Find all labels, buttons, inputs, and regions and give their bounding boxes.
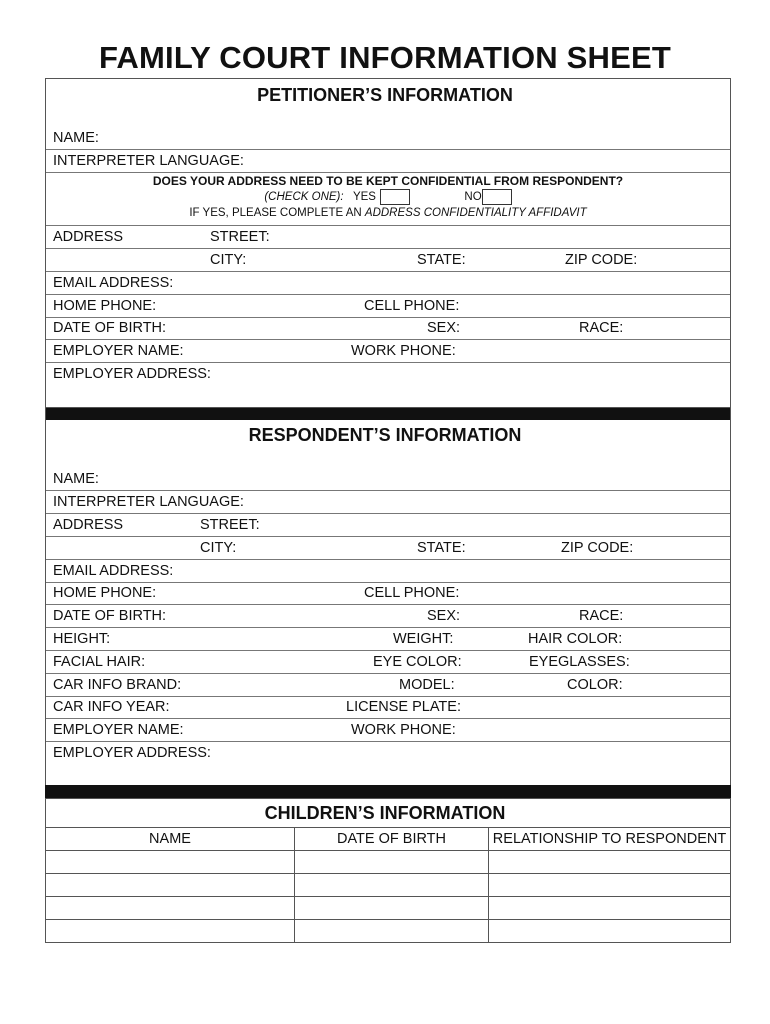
respondent-name-field[interactable] [46, 468, 730, 491]
child-dob-cell[interactable] [295, 920, 489, 943]
respondent-car-brand-field[interactable] [46, 674, 730, 697]
weight-label: WEIGHT: [393, 631, 454, 647]
street-label: STREET: [210, 229, 270, 245]
facial-hair-label: FACIAL HAIR: [53, 654, 146, 670]
child-name-cell[interactable] [46, 874, 295, 897]
yes-checkbox[interactable] [380, 189, 410, 205]
children-heading: CHILDREN’S INFORMATION [264, 803, 506, 823]
cell-phone-label: CELL PHONE: [364, 585, 460, 601]
cell-phone-label: CELL PHONE: [364, 298, 460, 314]
petitioner-phone-field[interactable] [46, 295, 730, 318]
no-label: NO [464, 191, 482, 204]
eye-color-label: EYE COLOR: [373, 654, 462, 670]
height-label: HEIGHT: [53, 631, 111, 647]
petitioner-interpreter-field[interactable] [46, 150, 730, 173]
color-label: COLOR: [567, 677, 623, 693]
if-yes-text: IF YES, PLEASE COMPLETE AN [189, 207, 362, 219]
address-label: ADDRESS [53, 229, 124, 245]
check-one-label: (CHECK ONE): [264, 191, 344, 204]
col-relationship-header: RELATIONSHIP TO RESPONDENT [489, 828, 731, 851]
affidavit-text: ADDRESS CONFIDENTIALITY AFFIDAVIT [364, 207, 587, 219]
yes-label: YES [352, 191, 376, 204]
zip-label: ZIP CODE: [565, 252, 638, 268]
child-name-cell[interactable] [46, 897, 295, 920]
col-dob-header: DATE OF BIRTH [295, 828, 489, 851]
table-row [46, 851, 731, 874]
child-name-cell[interactable] [46, 920, 295, 943]
city-label: CITY: [210, 252, 247, 268]
name-label: NAME: [53, 471, 99, 487]
city-label: CITY: [200, 540, 237, 556]
child-dob-cell[interactable] [295, 851, 489, 874]
model-label: MODEL: [399, 677, 455, 693]
respondent-city-field[interactable] [46, 537, 730, 560]
petitioner-heading: PETITIONER’S INFORMATION [257, 85, 513, 105]
petitioner-employer-address-field[interactable] [46, 363, 730, 385]
address-label: ADDRESS [53, 517, 124, 533]
dob-label: DATE OF BIRTH: [53, 608, 167, 624]
respondent-employer-address-field[interactable] [46, 742, 730, 764]
child-name-cell[interactable] [46, 851, 295, 874]
table-row [46, 897, 731, 920]
petitioner-employer-field[interactable] [46, 340, 730, 363]
page-title: FAMILY COURT INFORMATION SHEET [98, 40, 672, 75]
section-divider [45, 785, 731, 798]
employer-address-label: EMPLOYER ADDRESS: [53, 366, 211, 382]
name-label: NAME: [53, 130, 99, 146]
license-plate-label: LICENSE PLATE: [346, 699, 461, 715]
zip-label: ZIP CODE: [561, 540, 634, 556]
child-dob-cell[interactable] [295, 897, 489, 920]
employer-name-label: EMPLOYER NAME: [53, 722, 184, 738]
petitioner-name-field[interactable] [46, 127, 730, 150]
dob-label: DATE OF BIRTH: [53, 320, 167, 336]
race-label: RACE: [579, 608, 624, 624]
respondent-car-year-field[interactable] [46, 696, 730, 719]
sex-label: SEX: [427, 608, 461, 624]
children-section [45, 798, 731, 828]
child-relationship-cell[interactable] [489, 851, 731, 874]
respondent-facial-field[interactable] [46, 651, 730, 674]
col-name-header: NAME [46, 828, 295, 851]
child-relationship-cell[interactable] [489, 897, 731, 920]
child-relationship-cell[interactable] [489, 920, 731, 943]
employer-address-label: EMPLOYER ADDRESS: [53, 745, 211, 761]
table-row [46, 874, 731, 897]
email-label: EMAIL ADDRESS: [53, 563, 174, 579]
petitioner-street-field[interactable] [46, 226, 730, 249]
respondent-height-field[interactable] [46, 628, 730, 651]
petitioner-email-field[interactable] [46, 272, 730, 295]
race-label: RACE: [579, 320, 624, 336]
car-year-label: CAR INFO YEAR: [53, 699, 170, 715]
respondent-dob-field[interactable] [46, 605, 730, 628]
eyeglasses-label: EYEGLASSES: [529, 654, 630, 670]
confidential-notice [46, 174, 730, 219]
respondent-street-field[interactable] [46, 514, 730, 537]
street-label: STREET: [200, 517, 260, 533]
respondent-email-field[interactable] [46, 560, 730, 583]
work-phone-label: WORK PHONE: [351, 343, 456, 359]
table-header-row [46, 828, 731, 851]
car-brand-label: CAR INFO BRAND: [53, 677, 182, 693]
state-label: STATE: [417, 540, 466, 556]
hair-color-label: HAIR COLOR: [528, 631, 623, 647]
work-phone-label: WORK PHONE: [351, 722, 456, 738]
home-phone-label: HOME PHONE: [53, 585, 157, 601]
respondent-interpreter-field[interactable] [46, 491, 730, 514]
employer-name-label: EMPLOYER NAME: [53, 343, 184, 359]
no-checkbox[interactable] [482, 189, 512, 205]
children-table [45, 827, 731, 943]
child-relationship-cell[interactable] [489, 874, 731, 897]
respondent-heading: RESPONDENT’S INFORMATION [248, 425, 522, 445]
table-row [46, 920, 731, 943]
interpreter-label: INTERPRETER LANGUAGE: [53, 153, 244, 169]
interpreter-label: INTERPRETER LANGUAGE: [53, 494, 244, 510]
home-phone-label: HOME PHONE: [53, 298, 157, 314]
confidential-question: DOES YOUR ADDRESS NEED TO BE KEPT CONFIDENTIAL FROM RESPONDENT? [152, 174, 624, 188]
child-dob-cell[interactable] [295, 874, 489, 897]
respondent-employer-field[interactable] [46, 719, 730, 742]
petitioner-dob-field[interactable] [46, 317, 730, 340]
email-label: EMAIL ADDRESS: [53, 275, 174, 291]
state-label: STATE: [417, 252, 466, 268]
sex-label: SEX: [427, 320, 461, 336]
respondent-phone-field[interactable] [46, 582, 730, 605]
